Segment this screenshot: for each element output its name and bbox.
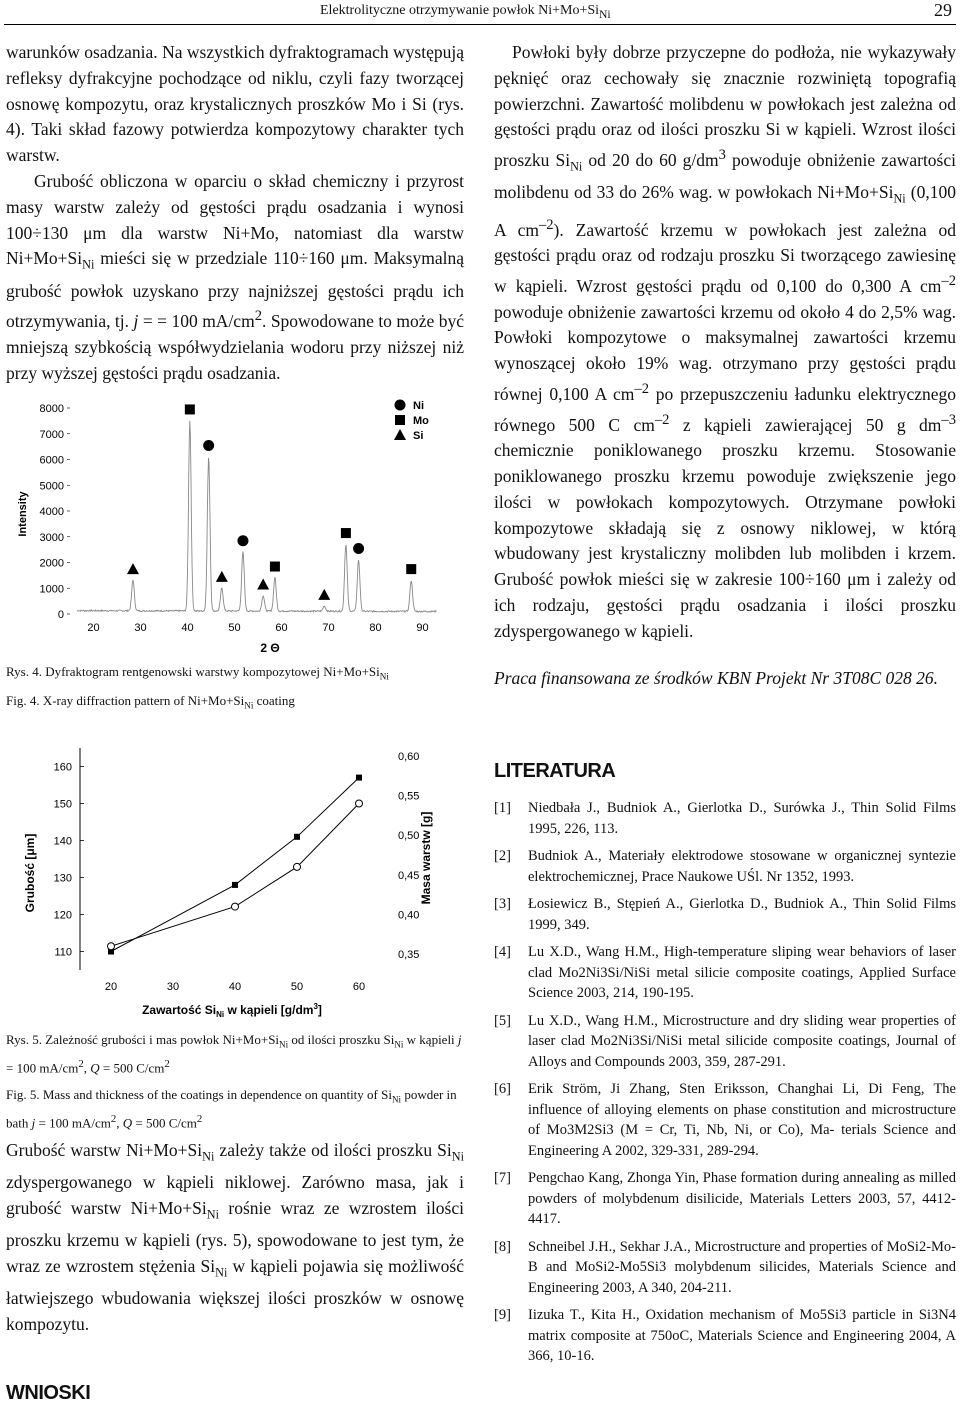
fig5-caption-en: Fig. 5. Mass and thickness of the coatings in dependence on quantity of $Si_{Ni}$ powder in bath j = 100 $mA/cm^2$, Q = 500 $C/cm^2$: [6, 1086, 457, 1130]
mass-point: [356, 800, 363, 807]
thickness-point: [356, 775, 362, 781]
x-tick-label: 30: [134, 622, 147, 634]
y2-tick-label: 0,50: [398, 830, 420, 843]
x-tick-label: 70: [322, 622, 335, 634]
legend-marker-mo: [395, 415, 405, 425]
reference-item: [494, 1079, 956, 1161]
reference-item: [494, 942, 956, 1004]
y-axis-label: Intensity: [17, 491, 29, 537]
fig5-caption-pl: Rys. 5. Zależność grubości i mas powłok $Ni+Mo+Si_{Ni}$ od ilości proszku $Si_{Ni}$ w kąpieli j = 100 $mA/cm^2$, Q = 500 $C/cm^2$: [6, 1032, 462, 1075]
x-tick-label: 40: [181, 622, 194, 634]
reference-item: [494, 846, 956, 887]
mass-point: [232, 903, 239, 910]
paragraph: Grubość warstw $Ni+Mo+Si_{Ni}$ zależy także od ilości proszku $Si_{Ni}$ zdyspergowanego w kąpieli niklowej. Zarówno masa, jak i grubość warstw $Ni+Mo+Si_{Ni}$ rośnie wraz ze wzrostem ilości proszku krzemu w kąpieli (rys. 5), spowodowane to jest tym, że wraz ze wzrostem stężenia $Si_{Ni}$ w kąpieli pojawia się możliwość łatwiejszego wbudowania większej ilości proszków w osnowę kompozytu.: [6, 1140, 464, 1335]
reference-item: [494, 1011, 956, 1073]
mass-point: [108, 943, 115, 950]
reference-number: [1]: [494, 800, 511, 816]
reference-number: [4]: [494, 944, 511, 960]
mass-point: [294, 863, 301, 870]
y-tick-label: 6000: [39, 454, 64, 467]
left-bottom-text: [6, 1138, 464, 1338]
peak-marker-mo: [341, 528, 351, 538]
fig4-caption: [6, 662, 466, 715]
thickness-point: [232, 882, 238, 888]
reference-item: [494, 1168, 956, 1230]
peak-marker-mo: [185, 404, 195, 414]
y-tick-label: 2000: [39, 557, 64, 570]
paragraph: Powłoki były dobrze przyczepne do podłoża, nie wykazywały pęknięć oraz cechowały się znacznie rozwiniętą topografią powierzchni. Zawartość molibdenu w powłokach jest zależna od gęstości prądu oraz od ilości proszku Si w kąpieli. Wzrost ilości proszku $Si_{Ni}$ od 20 do 60 $g/dm^3$ powoduje obniżenie zawartości molibdenu od 33 do 26% wag. w powłokach $Ni+Mo+Si_{Ni}$ (0,100 A $cm^{-2}$). Zawartość krzemu w powłokach jest zależna od gęstości prądu oraz od rodzaju proszku Si tworzącego zawiesinę w kąpieli. Wzrost gęstości prądu od 0,100 do 0,300 A $cm^{-2}$ powoduje obniżenie zawartości krzemu od około 4 do 2,5% wag. Powłoki kompozytowe o maksymalnej zawartości krzemu wynoszącej około 19% wag. otrzymano przy gęstości prądu równej 0,100 A $cm^{-2}$ po przepuszczeniu ładunku elektrycznego równego 500 C $cm^{-2}$ z kąpieli zawierającej 50 g $dm^{-3}$ chemicznie poniklowanego proszku krzemu. Stosowanie poniklowanego proszku krzemu powoduje zwiększenie jego ilości w powłokach kompozytowych. Otrzymane powłoki kompozytowe składają się z osnowy niklowej, w którą wbudowany jest krystaliczny molibden lub molibden i krzem. Grubość powłok mieści się w zakresie 100÷160 μm i zależy od ich rodzaju, gęstości prądu osadzania i ilości proszku zdyspergowanego w kąpieli.: [494, 42, 957, 641]
peak-marker-si: [216, 571, 228, 582]
reference-number: [5]: [494, 1012, 511, 1029]
reference-item: [494, 894, 956, 935]
peak-marker-si: [257, 579, 269, 590]
y2-tick-label: 0,45: [398, 869, 420, 882]
y-tick-label: 3000: [39, 531, 64, 544]
reference-text: Lu X.D., Wang H.M., Microstructure and dry sliding wear properties of laser clad Mo2Ni3Si/NiSi metal silicide composite coatings, Journal of Alloys and Compounds 2003, 359, 287-291.: [528, 1012, 956, 1070]
thickness-point: [294, 834, 300, 840]
paragraph: Grubość obliczona w oparciu o skład chemiczny i przyrost masy warstw zależy od gęstości prądu osadzania i wynosi 100÷130 μm dla warstw Ni+Mo, natomiast dla warstw $Ni+Mo+Si_{Ni}$ mieści się w przedziale 110÷160 μm. Maksymalną grubość powłok uzyskano przy najniższej gęstości prądu ich otrzymywania, tj. j = = 100 $mA/cm^2$. Spowodowane to może być mniejszą szybkością współwydzielania wodoru przy niższej niż przy wyższej gęstości prądu osadzania.: [6, 170, 465, 383]
legend-label: Mo: [413, 415, 429, 427]
x-tick-label: 40: [228, 981, 242, 993]
x-tick-label: 20: [104, 981, 118, 993]
reference-text: Schneibel J.H., Sekhar J.A., Microstructure and properties of MoSi2-Mo-B and MoSi2-Mo5Si3 molybdenum silicides, Materials Science and Engineering 2003, A 340, 204-211.: [528, 1238, 956, 1296]
x-tick-label: 90: [416, 622, 429, 634]
x-tick-label: 30: [166, 981, 180, 993]
paragraph: warunków osadzania. Na wszystkich dyfraktogramach występują refleksy dyfrakcyjne pochodzące od niklu, czyli fazy tworzącej osnowę kompozytu, oraz krystalicznych proszków Mo i Si (rys. 4). Taki skład fazowy potwierdza kompozytowy charakter tych warstw.: [6, 42, 464, 166]
reference-number: [9]: [494, 1307, 511, 1323]
reference-text: Niedbała J., Budniok A., Gierlotka D., Surówka J., Thin Solid Films 1995, 226, 113.: [528, 800, 956, 837]
reference-number: [8]: [494, 1238, 511, 1255]
reference-number: [2]: [494, 848, 511, 864]
fig4-caption-en: Fig. 4. X-ray diffraction pattern of $Ni+Mo+Si_{Ni}$ coating: [6, 692, 295, 711]
peak-marker-ni: [353, 543, 364, 554]
y-tick-label: 4000: [39, 506, 64, 518]
y-tick-label: 110: [54, 946, 72, 959]
reference-text: Iizuka T., Kita H., Oxidation mechanism of Mo5Si3 particle in Si3N4 matrix composite at 750oC, Materials Science and Engineering 2004, A 366, 10-16.: [528, 1307, 956, 1364]
y2-axis-label: Masa warstw [g]: [419, 811, 433, 905]
reference-item: [494, 1237, 956, 1299]
reference-item: [494, 798, 956, 839]
reference-text: Erik Ström, Ji Zhang, Sten Eriksson, Changhai Li, Di Feng, The influence of alloying elements on phase constitution and microstructure of Mo3M2Si3 (M = Cr, Ti, Nb, Ni, or Co), Ma- terials Science and Engineering A 2002, 329-331, 289-294.: [528, 1081, 956, 1159]
heading-literatura: LITERATURA: [494, 760, 616, 782]
reference-list: [494, 798, 956, 1374]
legend-label: Ni: [413, 400, 424, 412]
y2-tick-label: 0,40: [398, 909, 420, 922]
x-tick-label: 50: [290, 981, 304, 993]
y-axis-label: Grubość [μm]: [23, 833, 37, 913]
fig4-caption-pl: Rys. 4. Dyfraktogram rentgenowski warstwy kompozytowej $Ni+Mo+Si_{Ni}$: [6, 664, 389, 682]
peak-marker-ni: [203, 440, 214, 451]
peak-marker-ni: [237, 535, 248, 546]
y2-tick-label: 0,55: [398, 790, 420, 803]
y-tick-label: 8000: [39, 403, 64, 415]
heading-wnioski: WNIOSKI: [6, 1382, 91, 1404]
reference-text: Pengchao Kang, Zhonga Yin, Phase formation during annealing as milled powders of molybdenum disilicide, Materials Letters 2003, 57, 4412-4417.: [528, 1170, 956, 1227]
fig5-caption: [6, 1030, 466, 1132]
reference-text: Łosiewicz B., Stępień A., Gierlotka D., Budniok A., Thin Solid Films 1999, 349.: [528, 896, 956, 933]
peak-marker-mo: [270, 562, 280, 572]
x-tick-label: 80: [369, 622, 382, 634]
reference-number: [7]: [494, 1170, 511, 1186]
reference-number: [6]: [494, 1081, 511, 1097]
x-axis-label: Zawartość $Si_{Ni}$ w kąpieli $[g/dm^3]$: [142, 1002, 322, 1019]
header-rule: [4, 24, 956, 25]
funding-note: Praca finansowana ze środków KBN Projekt Nr 3T08C 028 26.: [494, 668, 938, 688]
x-tick-label: 60: [352, 981, 366, 993]
reference-text: Budniok A., Materiały elektrodowe stosowane w organicznej syntezie elektrochemicznej, Prace Naukowe UŚl. Nr 1352, 1993.: [528, 848, 956, 885]
y2-tick-label: 0,60: [398, 750, 420, 763]
thickness-mass-chart: [20, 730, 466, 1022]
legend-marker-si: [394, 429, 406, 440]
peak-marker-mo: [406, 564, 416, 574]
peak-marker-si: [127, 563, 139, 574]
peak-marker-si: [318, 589, 330, 600]
x-tick-label: 50: [228, 622, 241, 634]
running-header: Elektrolityczne otrzymywanie powłok $Ni+Mo+Si_{Ni}$: [320, 3, 611, 21]
x-tick-label: 20: [87, 622, 100, 634]
xrd-chart: [8, 396, 470, 658]
y-tick-label: 7000: [39, 428, 64, 441]
y-tick-label: 120: [53, 909, 72, 922]
y-tick-label: 0: [57, 609, 64, 621]
y2-tick-label: 0,35: [398, 949, 420, 962]
x-axis-label: 2 Θ: [260, 641, 280, 655]
series-line-thickness: [111, 778, 359, 952]
page-number: 29: [934, 0, 952, 20]
xrd-pattern-line: [77, 421, 436, 612]
reference-number: [3]: [494, 896, 511, 912]
legend-label: Si: [413, 430, 424, 442]
legend-marker-ni: [395, 400, 406, 411]
left-top-text: [6, 40, 464, 387]
reference-item: [494, 1305, 956, 1367]
y-tick-label: 140: [53, 835, 72, 848]
y-tick-label: 5000: [39, 480, 64, 493]
x-tick-label: 60: [275, 622, 288, 634]
right-top-text: [494, 40, 956, 645]
y-tick-label: 1000: [39, 583, 64, 596]
series-line-mass: [111, 804, 359, 947]
y-tick-label: 150: [53, 798, 72, 811]
y-tick-label: 130: [53, 872, 72, 885]
reference-text: Lu X.D., Wang H.M., High-temperature sliping wear behaviors of laser clad Mo2Ni3Si/NiSi metal silicie composite coatings, Applied Surface Science 2003, 214, 190-195.: [528, 944, 956, 1001]
y-tick-label: 160: [53, 761, 72, 774]
